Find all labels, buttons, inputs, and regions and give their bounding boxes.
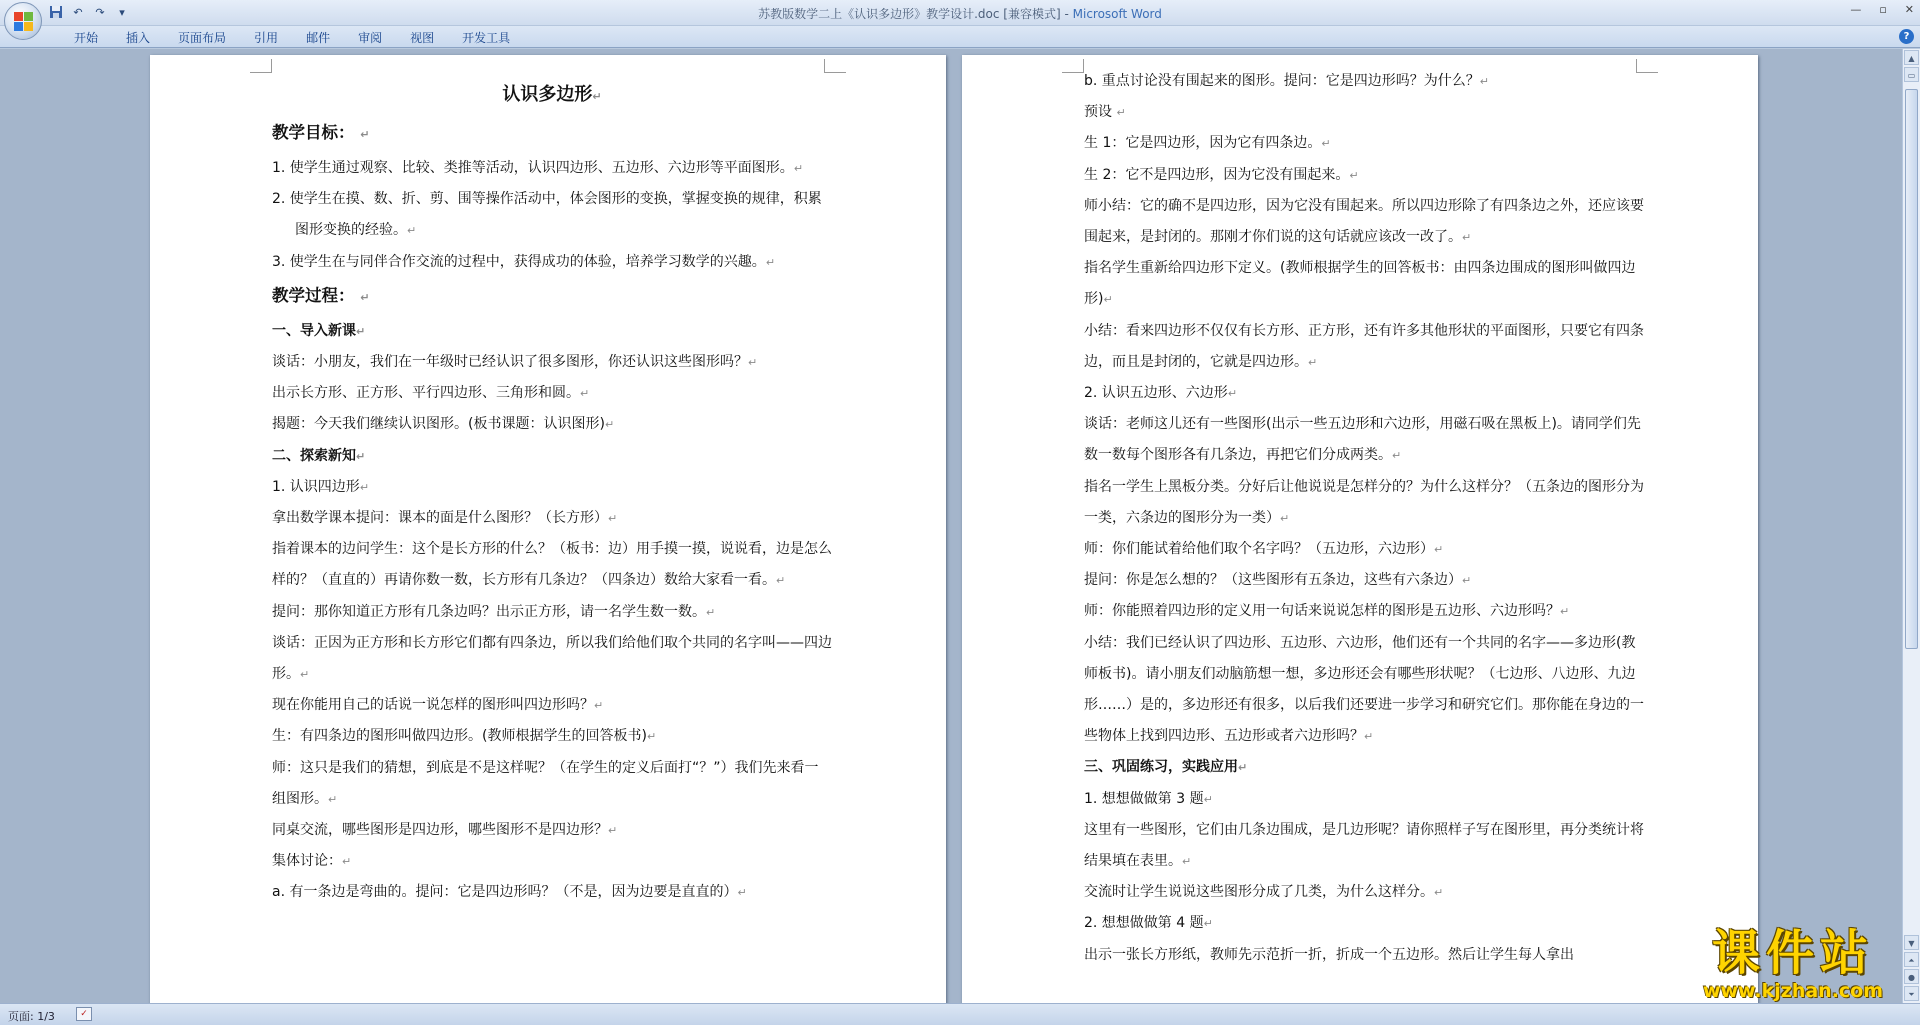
proofing-icon[interactable]: ✓ (76, 1007, 92, 1021)
tab-home[interactable]: 开始 (74, 31, 99, 45)
goals-heading: 教学目标： ↵ (272, 123, 370, 142)
paragraph: 谈话：小朋友，我们在一年级时已经认识了很多图形，你还认识这些图形吗？↵ (272, 354, 758, 371)
scroll-thumb[interactable] (1905, 89, 1918, 649)
paragraph: 谈话：老师这儿还有一些图形(出示一些五边形和六边形，用磁石吸在黑板上)。请同学们先数一数每个图形各有几条边，再把它们分成两类。↵ (1084, 416, 1641, 464)
paragraph: 生 2：它不是四边形，因为它没有围起来。↵ (1084, 166, 1359, 183)
watermark-text: 课件站 (1711, 925, 1874, 981)
customize-icon[interactable]: ▾ (119, 6, 125, 19)
list-item: 2. 使学生在摸、数、折、剪、围等操作活动中，体会图形的变换，掌握变换的规律，积累图形变换的经验。↵ (272, 191, 822, 239)
watermark-logo (1668, 926, 1918, 1002)
crop-mark (824, 59, 846, 73)
process-heading: 教学过程： ↵ (272, 285, 370, 305)
section-heading: 三、巩固练习，实践应用↵ (1084, 759, 1248, 776)
title-separator: - (1060, 7, 1073, 21)
paragraph: 生：有四条边的图形叫做四边形。(教师根据学生的回答板书)↵ (272, 728, 657, 745)
tab-mailings[interactable]: 邮件 (306, 31, 331, 45)
list-item: 1. 使学生通过观察、比较、类推等活动，认识四边形、五边形、六边形等平面图形。↵ (272, 160, 804, 176)
minimize-icon[interactable]: — (1850, 3, 1862, 16)
tab-page-layout[interactable]: 页面布局 (178, 31, 227, 45)
crop-mark (250, 59, 272, 73)
paragraph: 指名学生重新给四边形下定义。(教师根据学生的回答板书：由四条边围成的图形叫做四边形)↵ (1084, 260, 1636, 308)
document-heading: 认识多边形↵ (502, 84, 602, 105)
paragraph: 提问：你是怎么想的？（这些图形有五条边，这些有六条边）↵ (1084, 572, 1472, 589)
paragraph: 师：这只是我们的猜想，到底是不是这样呢？（在学生的定义后面打“？”）我们先来看一组图形。↵ (272, 759, 819, 807)
office-logo-icon (14, 12, 34, 32)
list-item: 3. 使学生在与同伴合作交流的过程中，获得成功的体验，培养学习数学的兴趣。↵ (272, 253, 776, 270)
section-heading: 一、导入新课↵ (272, 322, 366, 339)
paragraph: 拿出数学课本提问：课本的面是什么图形？（长方形）↵ (272, 510, 618, 527)
window-title (0, 5, 1920, 22)
title-bar (0, 0, 1920, 26)
status-bar (0, 1003, 1920, 1025)
ribbon-tab-bar (0, 26, 1920, 48)
paragraph: 1. 想想做做第 3 题↵ (1084, 790, 1213, 807)
document-area (0, 49, 1902, 1003)
page-1-content (272, 77, 832, 909)
section-heading: 二、探索新知↵ (272, 447, 366, 464)
paragraph: 交流时让学生说说这些图形分成了几类，为什么这样分。↵ (1084, 884, 1444, 901)
undo-icon[interactable]: ↶ (73, 6, 83, 19)
paragraph: 同桌交流，哪些图形是四边形，哪些图形不是四边形？↵ (272, 822, 618, 839)
paragraph: 现在你能用自己的话说一说怎样的图形叫四边形吗？↵ (272, 697, 604, 714)
document-title: 苏教版数学二上《认识多边形》教学设计.doc [兼容模式] (758, 7, 1061, 21)
paragraph: 谈话：正因为正方形和长方形它们都有四条边，所以我们给他们取个共同的名字叫——四边形。↵ (272, 634, 832, 683)
paragraph: b. 重点讨论没有围起来的图形。提问：它是四边形吗？为什么？↵ (1084, 73, 1490, 89)
paragraph: 师小结：它的确不是四边形，因为它没有围起来。所以四边形除了有四条边之外，还应该要围起来，是封闭的。那刚才你们说的这句话就应该改一改了。↵ (1084, 197, 1644, 246)
maximize-icon[interactable]: ▫ (1879, 3, 1887, 16)
tab-view[interactable]: 视图 (410, 31, 435, 45)
paragraph: 师：你们能试着给他们取个名字吗？（五边形，六边形）↵ (1084, 541, 1444, 558)
paragraph: 提问：那你知道正方形有几条边吗？出示正方形，请一名学生数一数。↵ (272, 603, 716, 620)
paragraph: 生 1：它是四边形，因为它有四条边。↵ (1084, 135, 1331, 152)
tab-review[interactable]: 审阅 (358, 31, 383, 45)
scroll-up-icon[interactable]: ▲ (1904, 50, 1919, 65)
next-page-icon[interactable]: ⏷ (1904, 986, 1919, 1001)
tab-insert[interactable]: 插入 (126, 31, 151, 45)
paragraph: 出示长方形、正方形、平行四边形、三角形和圆。↵ (272, 385, 590, 402)
document-page-2[interactable] (962, 55, 1758, 1003)
redo-icon[interactable]: ↷ (95, 6, 105, 19)
paragraph: 2. 认识五边形、六边形↵ (1084, 385, 1238, 402)
crop-mark (1062, 59, 1084, 73)
close-icon[interactable]: ✕ (1904, 3, 1914, 16)
paragraph: 预设 ↵ (1084, 104, 1126, 121)
window-controls (1850, 3, 1914, 16)
paragraph: 指名一学生上黑板分类。分好后让他说说是怎样分的？为什么这样分？（五条边的图形分为一类，六条边的图形分为一类）↵ (1084, 478, 1644, 526)
select-browse-object-icon[interactable]: ● (1904, 969, 1919, 984)
paragraph: 指着课本的边问学生：这个是长方形的什么？（板书：边）用手摸一摸，说说看，边是怎么样的？（直直的）再请你数一数，长方形有几条边？（四条边）数给大家看一看。↵ (272, 541, 832, 589)
help-icon[interactable]: ? (1899, 29, 1914, 44)
page-indicator[interactable]: 页面: 1/3 (8, 1010, 55, 1023)
paragraph: 出示一张长方形纸，教师先示范折一折，折成一个五边形。然后让学生每人拿出 (1084, 946, 1574, 963)
paragraph: 师：你能照着四边形的定义用一句话来说说怎样的图形是五边形、六边形吗？↵ (1084, 603, 1570, 620)
vertical-scrollbar[interactable] (1902, 49, 1920, 1003)
paragraph: 揭题：今天我们继续认识图形。(板书课题：认识图形)↵ (272, 416, 615, 433)
paragraph: 2. 想想做做第 4 题↵ (1084, 915, 1213, 932)
paragraph: a. 有一条边是弯曲的。提问：它是四边形吗？（不是，因为边要是直直的）↵ (272, 884, 747, 901)
document-page-1[interactable] (150, 55, 946, 1003)
previous-page-icon[interactable]: ⏶ (1904, 952, 1919, 967)
paragraph: 小结：看来四边形不仅仅有长方形、正方形，还有许多其他形状的平面图形，只要它有四条边，而且是封闭的，它就是四边形。↵ (1084, 322, 1644, 370)
watermark-url: www.kjzhan.com (1702, 980, 1884, 1002)
ruler-toggle-icon[interactable]: ▭ (1904, 67, 1919, 82)
tab-developer[interactable]: 开发工具 (462, 31, 511, 45)
paragraph: 集体讨论：↵ (272, 853, 352, 870)
paragraph: 小结：我们已经认识了四边形、五边形、六边形，他们还有一个共同的名字——多边形(教师板书)。请小朋友们动脑筋想一想，多边形还会有哪些形状呢？（七边形、八边形、九边形……）是的，多边形还有很多，以后我们还要进一步学习和研究它们。那你能在身边的一些物体上找到四边形、五边形或者六边形吗？↵ (1084, 634, 1644, 745)
paragraph: 1. 认识四边形↵ (272, 478, 370, 495)
app-name: Microsoft Word (1072, 7, 1162, 21)
paragraph: 这里有一些图形，它们由几条边围成，是几边形呢？请你照样子写在图形里，再分类统计将结果填在表里。↵ (1084, 821, 1644, 870)
tab-references[interactable]: 引用 (254, 31, 279, 45)
page-2-content (1084, 66, 1644, 971)
scroll-down-icon[interactable]: ▼ (1904, 935, 1919, 950)
office-button[interactable] (4, 2, 42, 40)
